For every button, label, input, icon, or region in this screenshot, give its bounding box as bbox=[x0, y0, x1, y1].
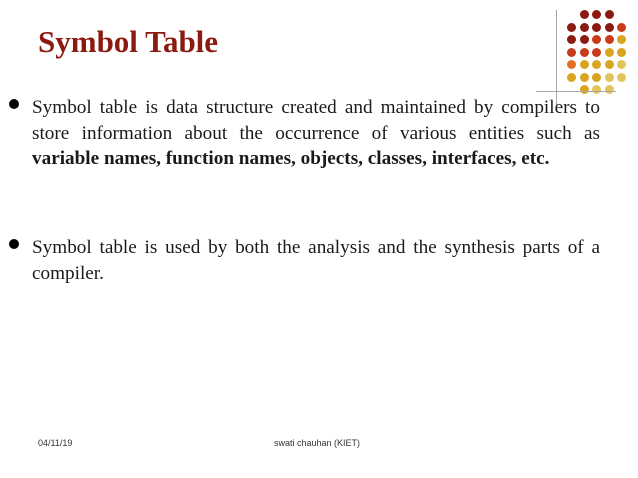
decorative-dot bbox=[605, 23, 614, 32]
decorative-dot bbox=[605, 35, 614, 44]
decorative-dot bbox=[580, 23, 589, 32]
bullet-text-2 bbox=[32, 235, 600, 286]
decorative-dot bbox=[592, 60, 601, 69]
decorative-dot bbox=[567, 73, 576, 82]
decorative-dot bbox=[592, 23, 601, 32]
decorative-dot bbox=[592, 73, 601, 82]
decorative-dot bbox=[567, 35, 576, 44]
decorative-dot bbox=[605, 48, 614, 57]
bullet-2-text: Symbol table is used by both the analysis and the synthesis parts of a compiler. bbox=[32, 237, 600, 284]
bullet-1-bold-text: variable names, function names, objects, classes, interfaces, etc. bbox=[32, 148, 550, 169]
decorative-dot bbox=[592, 48, 601, 57]
bullet-1-text: Symbol table is data structure created and maintained by compilers to store information about the occurrence of various entities such as bbox=[32, 97, 600, 144]
decorative-dot bbox=[605, 73, 614, 82]
decorative-dot bbox=[605, 60, 614, 69]
bullet-text-1 bbox=[32, 95, 600, 172]
decorative-dot bbox=[617, 73, 626, 82]
decorative-dot bbox=[617, 60, 626, 69]
decorative-dot bbox=[567, 48, 576, 57]
decorative-dot bbox=[605, 85, 614, 94]
decorative-dot bbox=[617, 48, 626, 57]
footer-date: 04/11/19 bbox=[38, 438, 73, 448]
decorative-dot bbox=[592, 35, 601, 44]
decorative-dot bbox=[580, 85, 589, 94]
decorative-horizontal-line bbox=[536, 91, 616, 92]
decorative-dot bbox=[592, 10, 601, 19]
footer-author: swati chauhan (KIET) bbox=[274, 438, 361, 448]
bullet-icon bbox=[9, 239, 19, 249]
decorative-dot bbox=[605, 10, 614, 19]
decorative-dot bbox=[617, 35, 626, 44]
bullet-icon bbox=[9, 99, 19, 109]
decorative-dot bbox=[567, 23, 576, 32]
decorative-dot bbox=[567, 60, 576, 69]
decorative-dot bbox=[580, 35, 589, 44]
decorative-dot bbox=[592, 85, 601, 94]
decorative-dot bbox=[580, 60, 589, 69]
slide-title: Symbol Table bbox=[38, 24, 219, 59]
decorative-dot bbox=[580, 10, 589, 19]
decorative-dot bbox=[617, 23, 626, 32]
decorative-dot bbox=[580, 73, 589, 82]
decorative-dot bbox=[580, 48, 589, 57]
